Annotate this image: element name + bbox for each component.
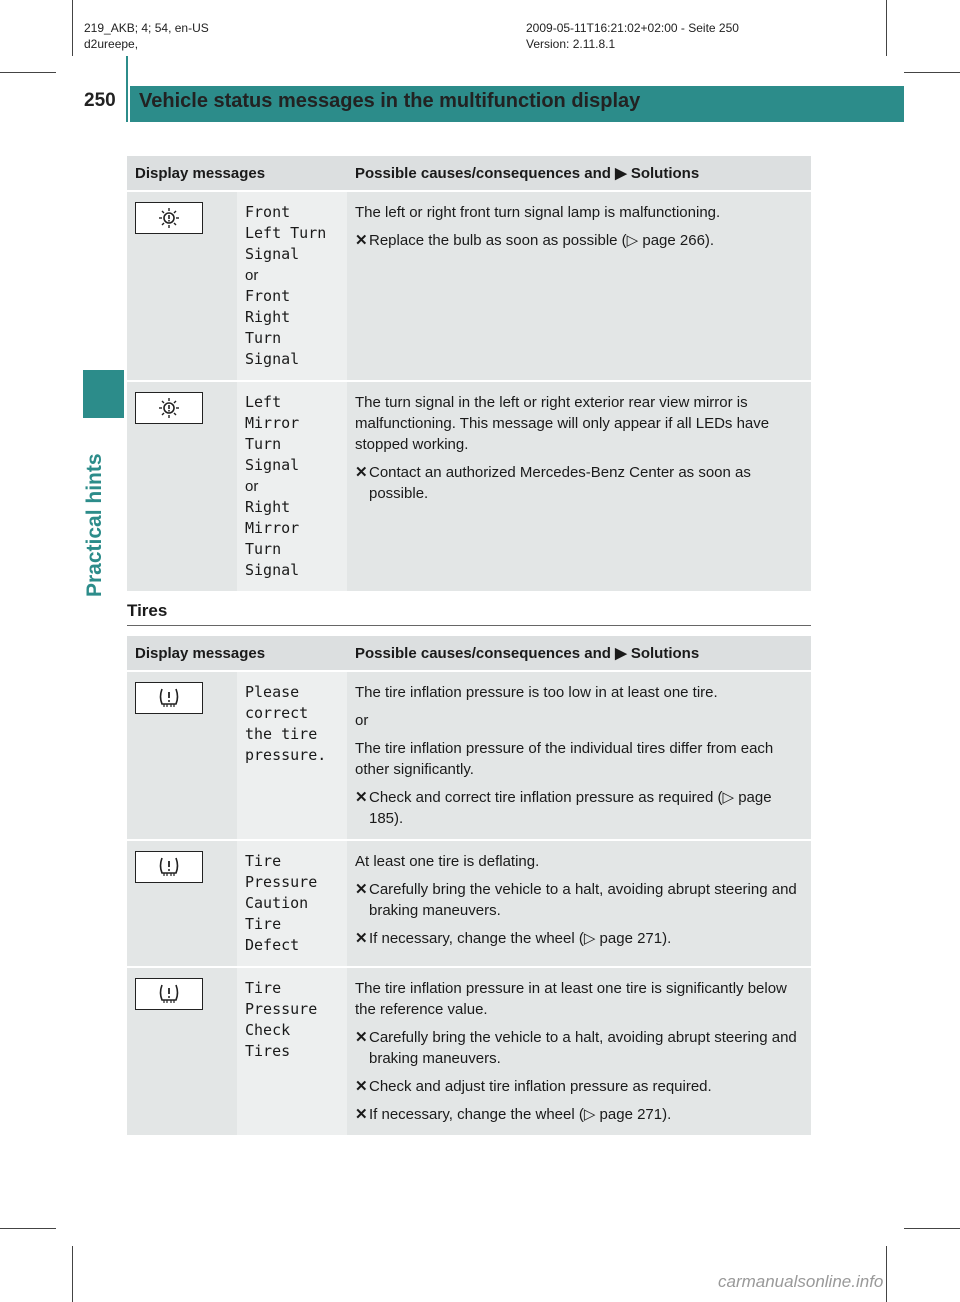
bulb-warning-icon [135, 202, 203, 234]
solution-arrow-icon: ▶ [615, 165, 627, 182]
cause-text: The tire inflation pressure in at least one tire is significantly below the reference value. [355, 980, 787, 1018]
col-header-solutions-post: Solutions [626, 165, 700, 182]
col-header-messages: Display messages [127, 156, 347, 192]
col-header-solutions-pre: Possible causes/consequences and [355, 645, 616, 662]
messages-table-2 [127, 636, 811, 1137]
solution-item [355, 230, 803, 251]
table-row [127, 672, 811, 841]
section-divider [127, 625, 811, 626]
message-text: Tire Pressure Check Tires [245, 979, 318, 1060]
or-text: or [245, 267, 259, 284]
col-header-solutions [347, 636, 811, 672]
header-divider [126, 56, 128, 122]
solution-arrow-icon: ✕ [355, 232, 368, 249]
solution-text: Check and correct tire inflation pressure as required (▷ page 185). [369, 789, 772, 827]
cause-text: The left or right front turn signal lamp is malfunctioning. [355, 204, 721, 221]
print-meta-left-2: d2ureepe, [84, 37, 139, 51]
tire-pressure-warning-icon [135, 851, 203, 883]
print-meta-right-2: Version: 2.11.8.1 [526, 37, 616, 51]
page-title: Vehicle status messages in the multifunction display [139, 90, 641, 112]
solution-arrow-icon: ▶ [615, 645, 627, 662]
message-text: Please correct the tire pressure. [245, 683, 327, 764]
bulb-warning-icon [135, 392, 203, 424]
solution-item [355, 462, 803, 504]
or-text: or [245, 478, 259, 495]
solution-arrow-icon: ✕ [355, 930, 368, 947]
section-title: Tires [127, 601, 168, 620]
solution-text: Contact an authorized Mercedes-Benz Center as soon as possible. [369, 464, 751, 502]
crop-mark [904, 72, 960, 73]
crop-mark [0, 72, 56, 73]
message-text: Front Left Turn Signal [245, 203, 327, 263]
solution-item [355, 879, 803, 921]
crop-mark [72, 1246, 73, 1302]
table-row [127, 841, 811, 968]
cause-text: At least one tire is deflating. [355, 853, 540, 870]
solution-text: If necessary, change the wheel (▷ page 271). [369, 1106, 672, 1123]
table-row [127, 968, 811, 1137]
solution-item [355, 928, 803, 949]
solution-item [355, 787, 803, 829]
message-text: Left Mirror Turn Signal [245, 393, 300, 474]
solution-arrow-icon: ✕ [355, 789, 368, 806]
crop-mark [904, 1228, 960, 1229]
col-header-solutions-post: Solutions [626, 645, 700, 662]
watermark: carmanualsonline.info [718, 1272, 884, 1291]
crop-mark [886, 0, 887, 56]
page-number: 250 [84, 90, 116, 111]
print-meta-left-1: 219_AKB; 4; 54, en-US [84, 21, 209, 35]
crop-mark [886, 1246, 887, 1302]
solution-text: Carefully bring the vehicle to a halt, avoiding abrupt steering and braking maneuvers. [369, 1029, 797, 1067]
crop-mark [0, 1228, 56, 1229]
side-tab-label: Practical hints [83, 453, 106, 597]
print-meta-right-1: 2009-05-11T16:21:02+02:00 - Seite 250 [526, 21, 739, 35]
col-header-solutions-pre: Possible causes/consequences and [355, 165, 616, 182]
col-header-messages: Display messages [127, 636, 347, 672]
message-text: Right Mirror Turn Signal [245, 498, 300, 579]
solution-arrow-icon: ✕ [355, 1029, 368, 1046]
solution-item [355, 1076, 803, 1097]
message-text: Tire Pressure Caution Tire Defect [245, 852, 318, 954]
messages-table-1 [127, 156, 811, 593]
side-tab-block [83, 370, 124, 418]
tire-pressure-warning-icon [135, 978, 203, 1010]
solution-text: Check and adjust tire inflation pressure as required. [369, 1078, 712, 1095]
table-row [127, 382, 811, 593]
solution-item [355, 1027, 803, 1069]
solution-arrow-icon: ✕ [355, 464, 368, 481]
tire-pressure-warning-icon [135, 682, 203, 714]
solution-item [355, 1104, 803, 1125]
solution-text: If necessary, change the wheel (▷ page 271). [369, 930, 672, 947]
solution-arrow-icon: ✕ [355, 1078, 368, 1095]
crop-mark [72, 0, 73, 56]
table-row [127, 192, 811, 382]
cause-text: The turn signal in the left or right exterior rear view mirror is malfunctioning. This message will only appear if all LEDs have stopped working. [355, 394, 770, 453]
cause-text: The tire inflation pressure of the individual tires differ from each other significantly. [355, 740, 774, 778]
solution-arrow-icon: ✕ [355, 881, 368, 898]
solution-text: Carefully bring the vehicle to a halt, avoiding abrupt steering and braking maneuvers. [369, 881, 797, 919]
or-text: or [355, 712, 369, 729]
col-header-solutions [347, 156, 811, 192]
cause-text: The tire inflation pressure is too low in at least one tire. [355, 684, 718, 701]
solution-arrow-icon: ✕ [355, 1106, 368, 1123]
solution-text: Replace the bulb as soon as possible (▷ page 266). [369, 232, 715, 249]
message-text: Front Right Turn Signal [245, 287, 300, 368]
